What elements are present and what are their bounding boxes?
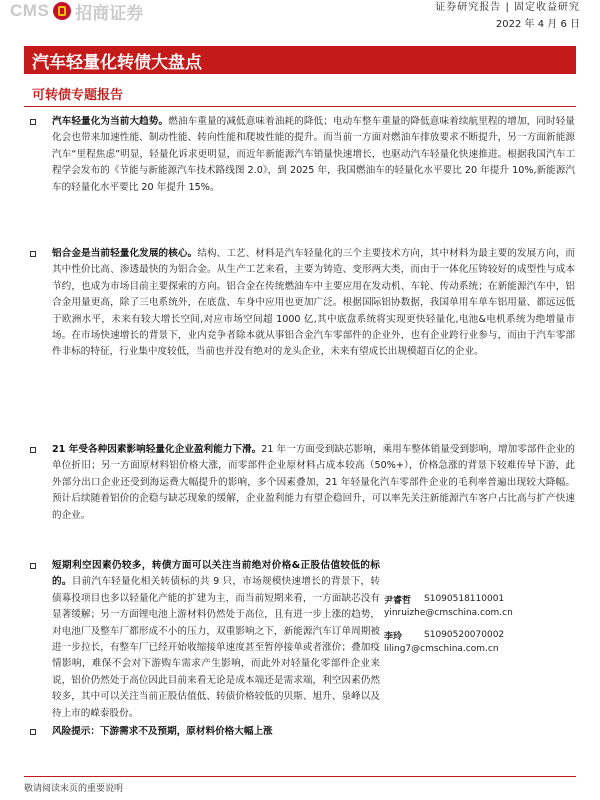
footer-note: 敬请阅读末页的重要说明 <box>24 784 124 794</box>
bullet-lead: 风险提示： <box>52 726 100 737</box>
analyst-panel <box>384 592 584 664</box>
analyst-row <box>384 592 584 606</box>
report-type: 证券研究报告 | 固定收益研究 <box>435 2 580 13</box>
bullet-point <box>30 246 575 361</box>
analyst-email: liling7@cmschina.com.cn <box>384 644 499 654</box>
bullet-body: 目前汽车轻量化相关转债标的共 9 只，市场规模快速增长的背景下，转债募投项目也多以轻量化产能的扩建为主，而当前短期来看，一方面缺芯没有显著缓解；另一方面锂电池上游材料仍然处于高位，且有进一步上涨的趋势，对电池厂及整车厂都形成不小的压力，双重影响之下，新能源汽车订单周期被进一步拉长，有整车厂已经开始收缩接单速度甚至暂停接单或者涨价；叠加疫情影响，难保不会对下游购车需求产生影响，而此外对轻量化零部件企业来说，铝价仍然处于高位因此目前来看无论是成本端还是需求端，利空因素仍然较多，其中可以关注当前正股估值低、转债价格较低的贝斯、旭升、泉峰以及待上市的嵘泰股份。 <box>52 576 381 719</box>
report-title-bar <box>24 46 576 74</box>
bullet-square-icon <box>30 729 36 735</box>
analyst-cert-id: S1090520070002 <box>424 630 505 640</box>
analyst-row <box>384 628 584 642</box>
footer-divider <box>24 776 576 777</box>
analyst-cert-id: S1090518110001 <box>424 594 505 604</box>
bullet-point <box>30 558 380 722</box>
bullet-square-icon <box>30 251 36 257</box>
bullet-lead: 铝合金是当前轻量化发展的核心。 <box>52 248 198 259</box>
bullet-point <box>30 442 575 524</box>
logo-company-name: 招商证券 <box>75 3 144 24</box>
logo-cms-text: CMS <box>10 1 50 20</box>
report-title: 汽车轻量化转债大盘点 <box>32 52 202 73</box>
bullet-square-icon <box>30 563 36 569</box>
bullet-square-icon <box>30 119 36 125</box>
bullet-point <box>30 114 575 196</box>
report-subtitle: 可转债专题报告 <box>32 88 124 103</box>
bullet-lead: 短期利空因素仍较多，转债方面可以关注当前绝对价格&正股估值较低的标的。 <box>52 560 380 588</box>
logo-badge-icon <box>53 2 71 20</box>
bullet-body: 21 年一方面受到缺芯影响，乘用车整体销量受到影响，增加零部件企业的单位折旧；另一方面原材料铝价格大涨，而零部件企业原材料占成本较高（50%+），价格急涨的背景下较难传导下游，此外部分出口企业还受到海运费大幅提升的影响，多个因素叠加，21 年轻量化汽车零部件企业的毛利率普遍出现较大降幅。预计后续随着铝价的企稳与缺芯现象的缓解，企业盈利能力有望企稳回升，可以率先关注新能源汽车客户占比高与扩产快速的企业。 <box>52 444 575 521</box>
report-date: 2022 年 4 月 6 日 <box>495 19 580 30</box>
bullet-point-risk <box>30 724 575 740</box>
bullet-body: 燃油车重量的减低意味着油耗的降低；电动车整车重量的降低意味着续航里程的增加，同时轻量化会也带来加速性能、制动性能、转向性能和爬坡性能的提升。而当前一方面对燃油车排放要求不断提升，另一方面新能源汽车“里程焦虑”明显，轻量化诉求更明显，而近年新能源汽车销量快速增长，也驱动汽车轻量化快速推进。根据我国汽车工程学会发布的《节能与新能源汽车技术路线图 2.0》，到 2025 年，我国燃油车的轻量化水平要比 20 年提升 10%,新能源汽车的轻量化水平要比 20 年提升 15%。 <box>52 116 576 193</box>
bullet-lead: 21 年受各种因素影响轻量化企业盈利能力下滑。 <box>52 444 262 455</box>
bullet-body: 结构、工艺、材料是汽车轻量化的三个主要技术方向，其中材料为最主要的发展方向，而其中性价比高、渗透最快的为铝合金。从生产工艺来看，主要为铸造、变形两大类，而由于一体化压铸较好的成型性与成本节约，也成为市场目前主要探索的方向。铝合金在传统燃油车中主要应用在发动机、车轮、传动系统；在新能源汽车中，铝合金用量更高，除了三电系统外，在底盘、车身中应用也更加广泛。根据国际铝协数据，我国单用车单车铝用量、都远远低于欧洲水平，未来有较大增长空间,对应市场空间超 1000 亿,其中底盘系统将实现更快轻量化,电池&电机系统为绝增量市场。在市场快速增长的背景下，业内竞争者除本就从事铝合金汽车零部件的企业外，也有企业跨行业参与，而由于汽车零部件非标的特征，行业集中度较低，当前也并没有绝对的龙头企业，未来有望成长出规模超百亿的企业。 <box>52 248 576 358</box>
bullet-square-icon <box>30 447 36 453</box>
bullet-lead: 汽车轻量化为当前大趋势。 <box>52 116 169 127</box>
bullet-body: 下游需求不及预期，原材料价格大幅上涨 <box>99 726 273 737</box>
analyst-name: 李玲 <box>384 631 403 642</box>
analyst-email: yinruizhe@cmschina.com.cn <box>384 608 513 618</box>
subtitle-divider <box>24 106 576 107</box>
report-meta <box>435 0 580 30</box>
analyst-name: 尹睿哲 <box>384 595 412 606</box>
company-logo <box>10 0 143 22</box>
